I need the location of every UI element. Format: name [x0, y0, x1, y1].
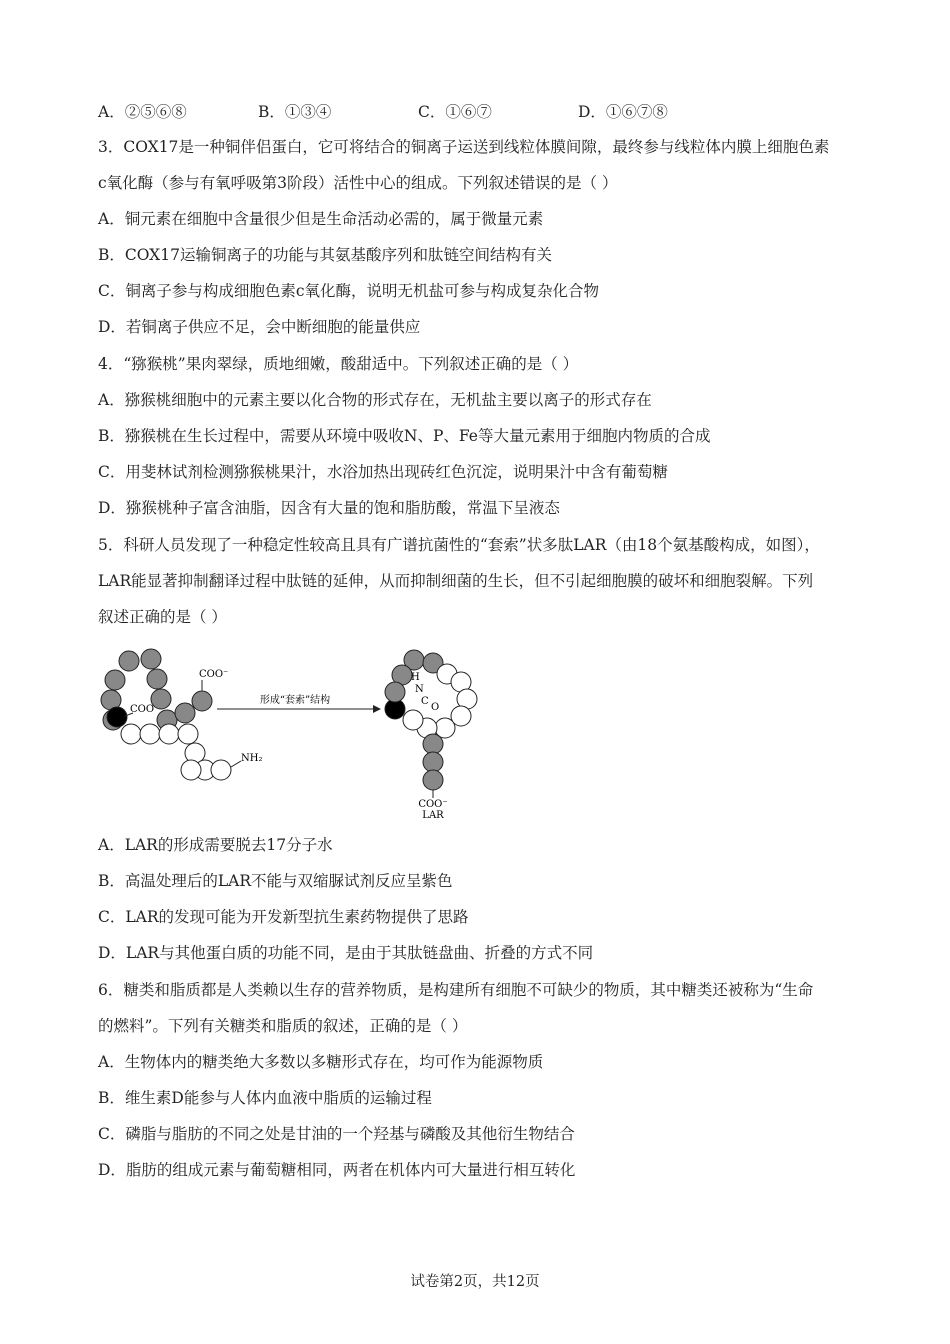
arrow-label: 形成“套索”结构: [259, 695, 331, 706]
q6-option-d: D．脂肪的组成元素与葡萄糖相同，两者在机体内可大量进行相互转化: [98, 1161, 576, 1179]
q4-option-b: B．猕猴桃在生长过程中，需要从环境中吸收N、P、Fe等大量元素用于细胞内物质的合成: [98, 427, 711, 445]
q5-option-a: A．LAR的形成需要脱去17分子水: [98, 836, 333, 854]
q2-option-a: A．②⑤⑥⑧: [98, 103, 187, 121]
q4-stem: 4．“猕猴桃”果肉翠绿，质地细嫩，酸甜适中。下列叙述正确的是（ ）: [98, 355, 579, 373]
q4-option-c: C．用斐林试剂检测猕猴桃果汁，水浴加热出现砖红色沉淀，说明果汁中含有葡萄糖: [98, 463, 668, 481]
q3-option-a: A．铜元素在细胞中含量很少但是生命活动必需的，属于微量元素: [98, 210, 544, 228]
q5-stem-line3: 叙述正确的是（ ）: [98, 608, 227, 626]
q6-option-b: B．维生素D能参与人体内血液中脂质的运输过程: [98, 1089, 432, 1107]
right-c-label: C: [421, 696, 429, 707]
lar-figure: [95, 640, 495, 820]
left-coo-label: COO: [130, 704, 155, 715]
right-coo-minus-label: COO⁻: [418, 799, 448, 810]
q4-option-d: D．猕猴桃种子富含油脂，因含有大量的饱和脂肪酸，常温下呈液态: [98, 499, 560, 517]
q6-option-c: C．磷脂与脂肪的不同之处是甘油的一个羟基与磷酸及其他衍生物结合: [98, 1125, 575, 1143]
q3-option-d: D．若铜离子供应不足，会中断细胞的能量供应: [98, 318, 421, 336]
page-footer: 试卷第2页，共12页: [410, 1274, 540, 1290]
q3-option-b: B．COX17运输铜离子的功能与其氨基酸序列和肽链空间结构有关: [98, 246, 552, 264]
left-nh2-label: NH₂: [241, 753, 263, 764]
right-n-label: N: [415, 684, 424, 695]
right-o-label: O: [431, 702, 440, 713]
q3-stem-line1: 3．COX17是一种铜伴侣蛋白，它可将结合的铜离子运送到线粒体膜间隙，最终参与线粒体内膜上细胞色素: [98, 138, 830, 156]
q2-option-c: C．①⑥⑦: [418, 103, 492, 121]
q3-stem-line2: c氧化酶（参与有氧呼吸第3阶段）活性中心的组成。下列叙述错误的是（ ）: [98, 174, 618, 192]
q2-option-d: D．①⑥⑦⑧: [578, 103, 668, 121]
q3-option-c: C．铜离子参与构成细胞色素c氧化酶，说明无机盐可参与构成复杂化合物: [98, 282, 600, 300]
left-coo-minus-label: COO⁻: [199, 669, 229, 680]
lar-label: LAR: [422, 810, 444, 820]
q5-option-b: B．高温处理后的LAR不能与双缩脲试剂反应呈紫色: [98, 872, 453, 890]
q5-stem-line1: 5．科研人员发现了一种稳定性较高且具有广谱抗菌性的“套索”状多肽LAR（由18个氨基酸构成，如图），: [98, 536, 820, 554]
q5-option-d: D．LAR与其他蛋白质的功能不同，是由于其肽链盘曲、折叠的方式不同: [98, 944, 594, 962]
q6-stem-line2: 的燃料”。下列有关糖类和脂质的叙述，正确的是（ ）: [98, 1017, 468, 1035]
q6-stem-line1: 6．糖类和脂质都是人类赖以生存的营养物质，是构建所有细胞不可缺少的物质，其中糖类还被称为“生命: [98, 981, 814, 999]
q5-stem-line2: LAR能显著抑制翻译过程中肽链的延伸，从而抑制细菌的生长，但不引起细胞膜的破坏和细胞裂解。下列: [98, 572, 814, 590]
q4-option-a: A．猕猴桃细胞中的元素主要以化合物的形式存在，无机盐主要以离子的形式存在: [98, 391, 652, 409]
q2-option-b: B．①③④: [258, 103, 332, 121]
right-h-label: H: [411, 672, 420, 683]
q5-option-c: C．LAR的发现可能为开发新型抗生素药物提供了思路: [98, 908, 469, 926]
q6-option-a: A．生物体内的糖类绝大多数以多糖形式存在，均可作为能源物质: [98, 1053, 544, 1071]
